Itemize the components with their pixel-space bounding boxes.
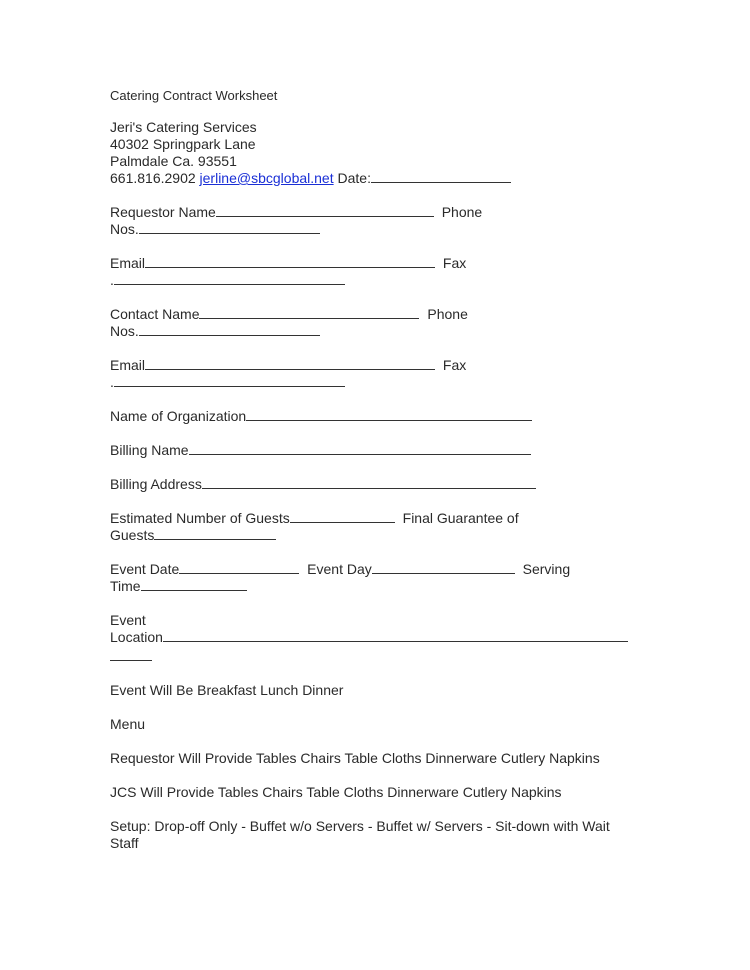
- contact-line: [110, 170, 670, 187]
- event-label: Event: [110, 612, 146, 628]
- company-name: Jeri's Catering Services: [110, 119, 257, 135]
- contact-email-label: Email: [110, 357, 146, 373]
- requestor-provides-options: Requestor Will Provide Tables Chairs Table Cloths Dinnerware Cutlery Napkins: [110, 750, 600, 766]
- company-address-line1: 40302 Springpark Lane: [110, 136, 256, 152]
- event-day-field[interactable]: [372, 561, 515, 574]
- requestor-phone-label: Phone: [441, 204, 483, 220]
- contact-name-field[interactable]: [199, 306, 419, 319]
- event-day-label: Event Day: [307, 561, 372, 577]
- event-meal-block: [110, 682, 670, 699]
- requestor-fax-label: Fax: [442, 255, 467, 271]
- contact-phone-field[interactable]: [139, 323, 320, 336]
- organization-block: [110, 408, 670, 425]
- contact-email-field[interactable]: [145, 357, 435, 370]
- event-meal-options: Event Will Be Breakfast Lunch Dinner: [110, 682, 344, 698]
- serving-label: Serving: [522, 561, 571, 577]
- guests-block: [110, 510, 670, 544]
- jcs-provides-block: [110, 784, 670, 801]
- location-label: Location: [110, 629, 163, 645]
- date-field[interactable]: [371, 170, 511, 183]
- event-location-field-continued[interactable]: [110, 648, 152, 661]
- company-info: [110, 119, 670, 187]
- requestor-email-block: [110, 255, 670, 289]
- event-date-label: Event Date: [110, 561, 180, 577]
- setup-options-line2: Staff: [110, 835, 139, 851]
- requestor-phone-field[interactable]: [139, 221, 320, 234]
- setup-block: [110, 818, 670, 852]
- final-guarantee-field[interactable]: [154, 527, 276, 540]
- contact-fax-dot: .: [110, 374, 114, 390]
- organization-field[interactable]: [246, 408, 532, 421]
- requestor-email-label: Email: [110, 255, 146, 271]
- contact-fax-label: Fax: [442, 357, 467, 373]
- requestor-provides-block: [110, 750, 670, 767]
- requestor-name-block: [110, 204, 670, 238]
- serving-time-field[interactable]: [141, 578, 247, 591]
- billing-name-label: Billing Name: [110, 442, 189, 458]
- billing-address-label: Billing Address: [110, 476, 202, 492]
- contact-nos-label: Nos.: [110, 323, 139, 339]
- organization-label: Name of Organization: [110, 408, 247, 424]
- company-phone: 661.816.2902: [110, 170, 196, 186]
- estimated-guests-label: Estimated Number of Guests: [110, 510, 290, 526]
- billing-name-block: [110, 442, 670, 459]
- billing-address-field[interactable]: [202, 476, 536, 489]
- estimated-guests-field[interactable]: [290, 510, 395, 523]
- requestor-name-field[interactable]: [216, 204, 434, 217]
- event-date-block: [110, 561, 670, 595]
- billing-address-block: [110, 476, 670, 493]
- contact-name-block: [110, 306, 670, 340]
- setup-options-line1: Setup: Drop-off Only - Buffet w/o Servers - Buffet w/ Servers - Sit-down with Wait: [110, 818, 610, 834]
- requestor-nos-label: Nos.: [110, 221, 139, 237]
- document-title: Catering Contract Worksheet: [110, 88, 278, 103]
- menu-block: [110, 716, 670, 733]
- date-label: Date:: [337, 170, 371, 186]
- contact-name-label: Contact Name: [110, 306, 200, 322]
- guests-label: Guests: [110, 527, 155, 543]
- event-date-field[interactable]: [179, 561, 299, 574]
- event-location-block: [110, 612, 670, 665]
- requestor-fax-field[interactable]: [114, 272, 345, 285]
- jcs-provides-options: JCS Will Provide Tables Chairs Table Cloths Dinnerware Cutlery Napkins: [110, 784, 562, 800]
- event-location-field[interactable]: [163, 629, 628, 642]
- final-guarantee-label: Final Guarantee of: [402, 510, 519, 526]
- billing-name-field[interactable]: [189, 442, 531, 455]
- contact-fax-field[interactable]: [114, 374, 345, 387]
- requestor-email-field[interactable]: [145, 255, 435, 268]
- company-address-line2: Palmdale Ca. 93551: [110, 153, 237, 169]
- company-email-link[interactable]: jerline@sbcglobal.net: [199, 170, 334, 186]
- menu-label: Menu: [110, 716, 146, 732]
- contact-email-block: [110, 357, 670, 391]
- requestor-name-label: Requestor Name: [110, 204, 216, 220]
- requestor-fax-dot: .: [110, 272, 114, 288]
- contact-phone-label: Phone: [427, 306, 468, 322]
- contract-worksheet: [110, 87, 670, 869]
- time-label: Time: [110, 578, 141, 594]
